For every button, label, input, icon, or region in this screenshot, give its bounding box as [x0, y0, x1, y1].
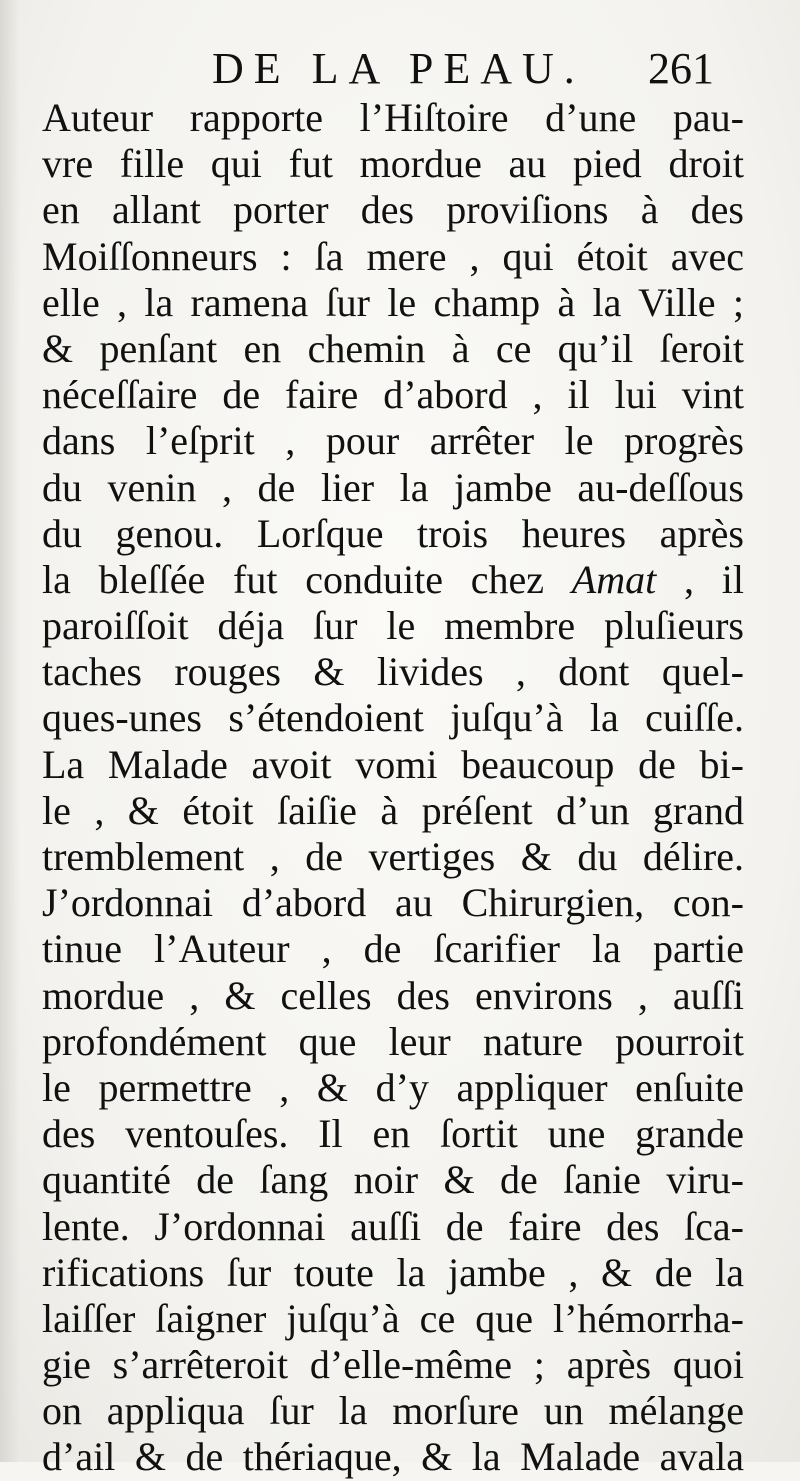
text-line-with-italic: [42, 557, 744, 603]
text-line: quantité de ſang noir & de ſanie viru-: [42, 1157, 744, 1203]
text-line: taches rouges & livides , dont quel-: [42, 649, 744, 695]
running-head: [0, 44, 800, 94]
page-gutter-shadow: [0, 0, 20, 1462]
text-line: mordue , & celles des environs , auſſi: [42, 972, 744, 1018]
text-line: paroiſſoit déja ſur le membre pluſieurs: [42, 603, 744, 649]
text-line: du genou. Lorſque trois heures après: [42, 510, 744, 556]
text-line-start: la bleſſée fut conduite chez: [42, 556, 572, 602]
text-line: néceſſaire de faire d’abord , il lui vint: [42, 372, 744, 418]
text-line: ques-unes s’étendoient juſqu’à la cuiſſe.: [42, 695, 744, 741]
text-line: du venin , de lier la jambe au-deſſous: [42, 464, 744, 510]
text-line: vre fille qui fut mordue au pied droit: [42, 141, 744, 187]
running-title: DE LA PEAU.: [212, 44, 585, 93]
text-line: dans l’eſprit , pour arrêter le progrès: [42, 418, 744, 464]
text-line: d’ail & de thériaque, & la Malade avala: [42, 1434, 744, 1480]
text-line: profondément que leur nature pourroit: [42, 1018, 744, 1064]
page-number: 261: [648, 44, 714, 93]
text-line: La Malade avoit vomi beaucoup de bi-: [42, 741, 744, 787]
text-line: tremblement , de vertiges & du délire.: [42, 834, 744, 879]
text-line: tinue l’Auteur , de ſcarifier la partie: [42, 926, 744, 972]
text-line: rifications ſur toute la jambe , & de la: [42, 1249, 744, 1295]
italic-name: Amat: [571, 556, 657, 602]
text-line: J’ordonnai d’abord au Chirurgien, con-: [42, 880, 744, 926]
text-line: elle , la ramena ſur le champ à la Ville ;: [42, 279, 744, 325]
text-line: gie s’arrêteroit d’elle-même ; après quoi: [42, 1342, 744, 1388]
text-line: en allant porter des proviſions à des: [42, 187, 744, 233]
text-line: Moiſſonneurs : ſa mere , qui étoit avec: [42, 233, 744, 279]
text-line: & penſant en chemin à ce qu’il ſeroit: [42, 325, 744, 371]
text-line: le permettre , & d’y appliquer enſuite: [42, 1064, 744, 1110]
body-text: [42, 95, 744, 1481]
text-line: on appliqua ſur la morſure un mélange: [42, 1388, 744, 1434]
text-line: des ventouſes. Il en ſortit une grande: [42, 1111, 744, 1157]
text-line: Auteur rapporte l’Hiſtoire d’une pau-: [42, 95, 744, 140]
text-line-end: , il: [656, 556, 744, 602]
text-line: le , & étoit ſaiſie à préſent d’un grand: [42, 787, 744, 833]
text-line: lente. J’ordonnai auſſi de faire des ſca-: [42, 1203, 744, 1249]
text-line: laiſſer ſaigner juſqu’à ce que l’hémorrha-: [42, 1295, 744, 1341]
